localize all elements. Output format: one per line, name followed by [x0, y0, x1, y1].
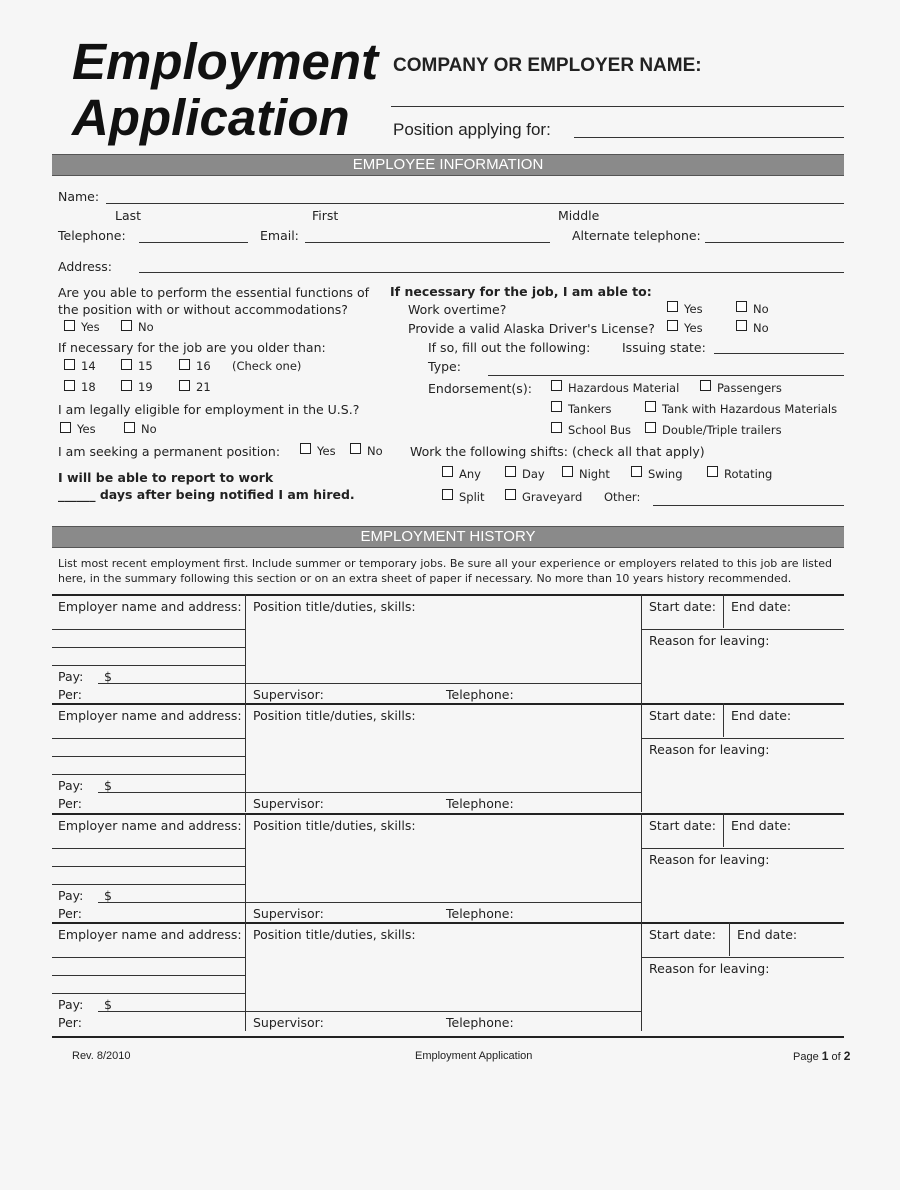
history-3-position-label: Position title/duties, skills: — [253, 818, 416, 833]
history-3-employer-line-1[interactable] — [52, 848, 245, 849]
age-15-label: 15 — [138, 359, 153, 373]
position-field[interactable] — [574, 137, 844, 138]
history-2-employer-line-2[interactable] — [52, 756, 245, 757]
history-2-employer-line-3[interactable] — [52, 774, 245, 775]
history-block-2-divider-1 — [245, 703, 246, 812]
history-1-dollar-label: $ — [104, 669, 112, 684]
passengers-label: Passengers — [717, 381, 782, 395]
history-3-end-label: End date: — [731, 818, 792, 833]
type-field[interactable] — [488, 375, 844, 376]
history-4-employer-line-1[interactable] — [52, 957, 245, 958]
license-yes-label: Yes — [684, 321, 703, 335]
eligible-yes-label: Yes — [77, 422, 96, 436]
shift-graveyard-checkbox[interactable] — [505, 489, 516, 500]
history-2-start-label: Start date: — [649, 708, 716, 723]
history-2-supervisor-label: Supervisor: — [253, 796, 324, 811]
history-4-supervisor-label: Supervisor: — [253, 1015, 324, 1030]
history-4-pay-label: Pay: — [58, 997, 84, 1012]
passengers-checkbox[interactable] — [700, 380, 711, 391]
age-19-label: 19 — [138, 380, 153, 394]
history-4-employer-line-2[interactable] — [52, 975, 245, 976]
shift-swing-checkbox[interactable] — [631, 466, 642, 477]
footer-page-of: of — [831, 1051, 841, 1063]
permanent-yes-label: Yes — [317, 444, 336, 458]
report-line-2: ______ days after being notified I am hired. — [58, 487, 355, 502]
history-3-employer-line-2[interactable] — [52, 866, 245, 867]
shift-rotating-label: Rotating — [724, 467, 773, 481]
history-1-pay-field[interactable] — [98, 683, 245, 684]
history-3-per-label: Per: — [58, 906, 82, 921]
footer-page — [793, 1049, 850, 1063]
eligible-question: I am legally eligible for employment in the U.S.? — [58, 402, 360, 417]
history-1-telephone-label: Telephone: — [446, 687, 514, 702]
shifts-question: Work the following shifts: (check all that apply) — [410, 444, 705, 459]
age-16-checkbox[interactable] — [179, 359, 190, 370]
eligible-yes-checkbox[interactable] — [60, 422, 71, 433]
essential-no-label: No — [138, 320, 154, 334]
telephone-field[interactable] — [139, 242, 248, 243]
license-label: Provide a valid Alaska Driver's License? — [408, 321, 655, 336]
essential-question-1: Are you able to perform the essential functions of — [58, 285, 370, 300]
history-1-employer-line-1[interactable] — [52, 629, 245, 630]
permanent-no-checkbox[interactable] — [350, 443, 361, 454]
telephone-label: Telephone: — [58, 228, 126, 243]
history-2-per-label: Per: — [58, 796, 82, 811]
able-header: If necessary for the job, I am able to: — [390, 284, 652, 299]
age-21-checkbox[interactable] — [179, 380, 190, 391]
history-3-telephone-label: Telephone: — [446, 906, 514, 921]
history-3-employer-line-3[interactable] — [52, 884, 245, 885]
eligible-no-label: No — [141, 422, 157, 436]
history-instructions-1: List most recent employment first. Include summer or temporary jobs. Be sure all your experience or employers related to this job are listed — [58, 557, 832, 570]
history-block-2-top — [52, 703, 844, 705]
hazardous-label: Hazardous Material — [568, 381, 680, 395]
history-4-start-label: Start date: — [649, 927, 716, 942]
middle-label: Middle — [558, 208, 600, 223]
history-block-4-divider-1 — [245, 922, 246, 1031]
company-name-field[interactable] — [391, 106, 844, 107]
shift-any-label: Any — [459, 467, 481, 481]
age-18-label: 18 — [81, 380, 96, 394]
alt-telephone-field[interactable] — [705, 242, 844, 243]
shift-night-label: Night — [579, 467, 610, 481]
overtime-no-checkbox[interactable] — [736, 301, 747, 312]
essential-no-checkbox[interactable] — [121, 320, 132, 331]
history-3-reason-label: Reason for leaving: — [649, 852, 770, 867]
hazardous-checkbox[interactable] — [551, 380, 562, 391]
school-bus-checkbox[interactable] — [551, 422, 562, 433]
history-3-pay-label: Pay: — [58, 888, 84, 903]
age-18-checkbox[interactable] — [64, 380, 75, 391]
age-15-checkbox[interactable] — [121, 359, 132, 370]
double-triple-checkbox[interactable] — [645, 422, 656, 433]
history-2-reason-label: Reason for leaving: — [649, 742, 770, 757]
overtime-yes-label: Yes — [684, 302, 703, 316]
history-block-4-divider-2 — [641, 922, 642, 1031]
issuing-state-field[interactable] — [714, 353, 844, 354]
shift-rotating-checkbox[interactable] — [707, 466, 718, 477]
history-bottom-border — [52, 1036, 844, 1038]
history-3-supervisor-label: Supervisor: — [253, 906, 324, 921]
age-21-label: 21 — [196, 380, 211, 394]
history-1-per-label: Per: — [58, 687, 82, 702]
shift-any-checkbox[interactable] — [442, 466, 453, 477]
history-block-2-divider-2 — [641, 703, 642, 812]
shift-graveyard-label: Graveyard — [522, 490, 583, 504]
history-3-start-label: Start date: — [649, 818, 716, 833]
name-field[interactable] — [106, 203, 844, 204]
history-4-date-line — [641, 957, 844, 958]
history-2-end-label: End date: — [731, 708, 792, 723]
history-4-supervisor-line — [245, 1011, 641, 1012]
history-3-dollar-label: $ — [104, 888, 112, 903]
history-4-employer-line-3[interactable] — [52, 993, 245, 994]
history-1-pay-label: Pay: — [58, 669, 84, 684]
history-instructions-2: here, in the summary following this section or on an extra sheet of paper if necessary. No more than 10 years history recommended. — [58, 572, 792, 585]
history-1-employer-line-2[interactable] — [52, 647, 245, 648]
overtime-no-label: No — [753, 302, 769, 316]
history-block-2-divider-3 — [723, 703, 724, 737]
history-2-employer-label: Employer name and address: — [58, 708, 242, 723]
history-4-dollar-label: $ — [104, 997, 112, 1012]
history-2-telephone-label: Telephone: — [446, 796, 514, 811]
tank-hazardous-checkbox[interactable] — [645, 401, 656, 412]
history-block-4-divider-3 — [729, 922, 730, 956]
history-block-3-top — [52, 813, 844, 815]
license-no-label: No — [753, 321, 769, 335]
email-label: Email: — [260, 228, 299, 243]
overtime-label: Work overtime? — [408, 302, 507, 317]
footer-center: Employment Application — [415, 1050, 533, 1062]
age-16-label: 16 — [196, 359, 211, 373]
history-4-end-label: End date: — [737, 927, 798, 942]
history-1-date-line — [641, 629, 844, 630]
employment-history-band: EMPLOYMENT HISTORY — [52, 526, 844, 548]
alt-telephone-label: Alternate telephone: — [572, 228, 701, 243]
check-one-label: (Check one) — [232, 359, 302, 373]
shift-day-checkbox[interactable] — [505, 466, 516, 477]
history-block-3-divider-2 — [641, 813, 642, 922]
last-label: Last — [115, 208, 142, 223]
position-label: Position applying for: — [393, 120, 551, 139]
license-no-checkbox[interactable] — [736, 320, 747, 331]
history-4-per-label: Per: — [58, 1015, 82, 1030]
history-3-employer-label: Employer name and address: — [58, 818, 242, 833]
license-yes-checkbox[interactable] — [667, 320, 678, 331]
eligible-no-checkbox[interactable] — [124, 422, 135, 433]
first-label: First — [312, 208, 339, 223]
double-triple-label: Double/Triple trailers — [662, 423, 782, 437]
footer-rev: Rev. 8/2010 — [72, 1050, 131, 1062]
history-1-employer-label: Employer name and address: — [58, 599, 242, 614]
shift-swing-label: Swing — [648, 467, 683, 481]
name-label: Name: — [58, 189, 100, 204]
essential-yes-checkbox[interactable] — [64, 320, 75, 331]
shift-split-label: Split — [459, 490, 485, 504]
history-1-supervisor-line — [245, 683, 641, 684]
report-line-1: I will be able to report to work — [58, 470, 274, 485]
history-1-end-label: End date: — [731, 599, 792, 614]
footer-page-total: 2 — [843, 1049, 851, 1063]
history-2-supervisor-line — [245, 792, 641, 793]
history-1-reason-label: Reason for leaving: — [649, 633, 770, 648]
company-label: COMPANY OR EMPLOYER NAME: — [393, 55, 702, 76]
history-block-1-divider-1 — [245, 594, 246, 703]
history-2-employer-line-1[interactable] — [52, 738, 245, 739]
history-1-supervisor-label: Supervisor: — [253, 687, 324, 702]
tank-hazardous-label: Tank with Hazardous Materials — [662, 402, 838, 416]
history-4-telephone-label: Telephone: — [446, 1015, 514, 1030]
school-bus-label: School Bus — [568, 423, 632, 437]
title-line-2: Application — [72, 89, 350, 146]
history-block-1-divider-2 — [641, 594, 642, 703]
endorsements-label: Endorsement(s): — [428, 381, 532, 396]
history-block-4-top — [52, 922, 844, 924]
permanent-no-label: No — [367, 444, 383, 458]
history-block-3-divider-1 — [245, 813, 246, 922]
history-3-supervisor-line — [245, 902, 641, 903]
essential-question-2: the position with or without accommodations? — [58, 302, 348, 317]
history-3-pay-field[interactable] — [98, 902, 245, 903]
history-4-employer-label: Employer name and address: — [58, 927, 242, 942]
overtime-yes-checkbox[interactable] — [667, 301, 678, 312]
age-14-checkbox[interactable] — [64, 359, 75, 370]
address-field[interactable] — [139, 272, 844, 273]
history-1-position-label: Position title/duties, skills: — [253, 599, 416, 614]
footer-page-num: 1 — [821, 1049, 829, 1063]
tankers-checkbox[interactable] — [551, 401, 562, 412]
history-1-start-label: Start date: — [649, 599, 716, 614]
history-block-1-divider-3 — [723, 594, 724, 628]
history-2-position-label: Position title/duties, skills: — [253, 708, 416, 723]
history-block-1-top — [52, 594, 844, 596]
shift-day-label: Day — [522, 467, 545, 481]
age-19-checkbox[interactable] — [121, 380, 132, 391]
shift-night-checkbox[interactable] — [562, 466, 573, 477]
fill-following-label: If so, fill out the following: — [428, 340, 591, 355]
history-2-dollar-label: $ — [104, 778, 112, 793]
shift-split-checkbox[interactable] — [442, 489, 453, 500]
address-label: Address: — [58, 259, 112, 274]
shift-other-field[interactable] — [653, 505, 844, 506]
tankers-label: Tankers — [568, 402, 612, 416]
history-2-pay-label: Pay: — [58, 778, 84, 793]
age-question: If necessary for the job are you older than: — [58, 340, 326, 355]
history-3-date-line — [641, 848, 844, 849]
issuing-state-label: Issuing state: — [622, 340, 706, 355]
history-1-employer-line-3[interactable] — [52, 665, 245, 666]
type-label: Type: — [428, 359, 461, 374]
essential-yes-label: Yes — [81, 320, 100, 334]
footer-page-prefix: Page — [793, 1051, 819, 1063]
history-4-position-label: Position title/duties, skills: — [253, 927, 416, 942]
age-14-label: 14 — [81, 359, 96, 373]
permanent-question: I am seeking a permanent position: — [58, 444, 281, 459]
email-field[interactable] — [305, 242, 550, 243]
shift-other-label: Other: — [604, 490, 641, 504]
permanent-yes-checkbox[interactable] — [300, 443, 311, 454]
title-line-1: Employment — [72, 33, 379, 90]
history-2-pay-field[interactable] — [98, 792, 245, 793]
employee-info-band: EMPLOYEE INFORMATION — [52, 154, 844, 176]
history-4-reason-label: Reason for leaving: — [649, 961, 770, 976]
history-2-date-line — [641, 738, 844, 739]
history-4-pay-field[interactable] — [98, 1011, 245, 1012]
history-block-3-divider-3 — [723, 813, 724, 847]
